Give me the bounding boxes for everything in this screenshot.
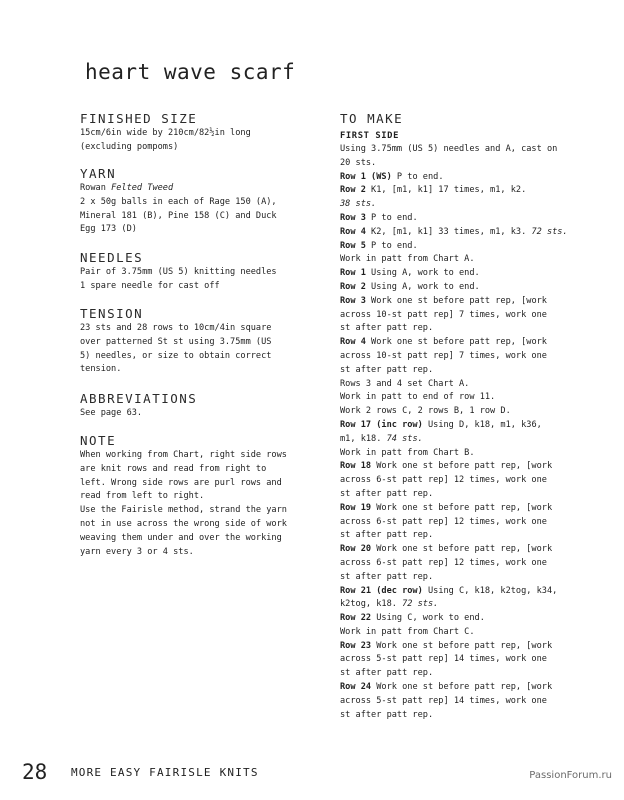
row-text: Using C, k18, k2tog, k34, — [422, 585, 558, 596]
note-line: read from left to right. — [80, 491, 205, 502]
page-footer — [22, 760, 259, 784]
row-label: Row 1 (WS) — [340, 171, 392, 182]
instruction-line — [340, 543, 568, 557]
row-text: across 5-st patt rep] 14 times, work one — [340, 695, 547, 706]
instruction-line — [340, 253, 568, 267]
instruction-line — [340, 653, 568, 667]
instruction-line — [340, 557, 568, 571]
instruction-line — [340, 378, 568, 392]
instruction-line — [340, 240, 568, 254]
instruction-line — [340, 295, 568, 309]
instruction-line — [340, 681, 568, 695]
row-label: Row 3 — [340, 295, 366, 306]
to-make-section — [340, 111, 568, 722]
instruction-line — [340, 529, 568, 543]
instruction-line — [340, 309, 568, 323]
page-title: heart wave scarf — [85, 60, 296, 84]
instruction-line — [340, 336, 568, 350]
row-label: Row 5 — [340, 240, 366, 251]
yarn-heading: YARN — [80, 166, 117, 181]
note-line: weaving them under and over the working — [80, 532, 282, 543]
yarn-line: 2 x 50g balls in each of Rage 150 (A), — [80, 196, 277, 207]
instruction-line — [340, 626, 568, 640]
row-text: P to end. — [365, 240, 418, 251]
row-text: st after patt rep. — [340, 364, 434, 375]
instruction-line — [340, 460, 568, 474]
row-text: across 5-st patt rep] 14 times, work one — [340, 654, 547, 665]
tension-line: 5) needles, or size to obtain correct — [80, 350, 272, 361]
abbreviations-line: See page 63. — [80, 408, 143, 418]
row-text: Work 2 rows C, 2 rows B, 1 row D. — [340, 406, 511, 417]
row-text: K2, [m1, k1] 33 times, m1, k3. — [365, 226, 527, 237]
instruction-line — [340, 157, 568, 171]
stitch-count: 72 sts. — [526, 226, 568, 237]
row-label: Row 2 — [340, 281, 366, 292]
finished-size-section — [80, 111, 251, 155]
instruction-line — [340, 322, 568, 336]
needles-line: Pair of 3.75mm (US 5) knitting needles — [80, 267, 277, 277]
needles-heading: NEEDLES — [80, 250, 144, 265]
tension-line: 23 sts and 28 rows to 10cm/4in square — [80, 323, 272, 333]
stitch-count: 74 sts. — [381, 433, 423, 444]
row-text: Work in patt to end of row 11. — [340, 392, 496, 403]
row-text: 38 sts. — [340, 199, 377, 210]
note-line: Use the Fairisle method, strand the yarn — [80, 505, 287, 516]
row-label: Row 21 (dec row) — [340, 585, 423, 596]
row-label: Row 19 — [340, 502, 372, 513]
yarn-section — [80, 166, 277, 237]
note-section — [80, 433, 287, 559]
instruction-line — [340, 571, 568, 585]
row-label: Row 23 — [340, 640, 372, 651]
row-text: st after patt rep. — [340, 323, 434, 334]
row-text: Using A, work to end. — [365, 268, 480, 279]
row-text: across 6-st patt rep] 12 times, work one — [340, 516, 547, 527]
instruction-line — [340, 391, 568, 405]
instruction-line — [340, 488, 568, 502]
note-line: yarn every 3 or 4 sts. — [80, 546, 194, 557]
instruction-line — [340, 226, 568, 240]
row-label: Row 22 — [340, 613, 372, 624]
row-text: Using C, work to end. — [371, 613, 485, 624]
note-line: left. Wrong side rows are purl rows and — [80, 477, 282, 488]
yarn-type: Felted Tweed — [111, 183, 174, 193]
instruction-line — [340, 502, 568, 516]
row-text: st after patt rep. — [340, 488, 434, 499]
tension-line: over patterned St st using 3.75mm (US — [80, 336, 272, 347]
row-label: Row 24 — [340, 682, 372, 693]
instruction-line — [340, 267, 568, 281]
instruction-line — [340, 447, 568, 461]
row-label: Row 18 — [340, 461, 372, 472]
row-text: across 6-st patt rep] 12 times, work one — [340, 475, 547, 486]
row-label: Row 2 — [340, 185, 366, 196]
row-text: Work one st before patt rep, [work — [371, 682, 553, 693]
first-side-subheading: FIRST SIDE — [340, 131, 399, 141]
instructions-list — [340, 143, 568, 722]
row-text: st after patt rep. — [340, 709, 434, 720]
row-label: Row 20 — [340, 544, 372, 555]
row-label: Row 4 — [340, 226, 366, 237]
row-text: 20 sts. — [340, 157, 377, 168]
yarn-brand-line — [80, 182, 277, 196]
row-text: P to end. — [365, 212, 418, 223]
instruction-line — [340, 667, 568, 681]
instruction-line — [340, 585, 568, 599]
instruction-line — [340, 709, 568, 723]
row-label: Row 4 — [340, 337, 366, 348]
instruction-line — [340, 350, 568, 364]
watermark: PassionForum.ru — [529, 770, 612, 781]
note-heading: NOTE — [80, 433, 117, 448]
instruction-line — [340, 433, 568, 447]
finished-size-line: (excluding pompoms) — [80, 141, 179, 152]
row-text: Rows 3 and 4 set Chart A. — [340, 378, 470, 389]
instruction-line — [340, 695, 568, 709]
row-text: Work one st before patt rep, [work — [371, 502, 553, 513]
row-text: K1, [m1, k1] 17 times, m1, k2. — [365, 185, 527, 196]
instruction-line — [340, 281, 568, 295]
instruction-line — [340, 598, 568, 612]
row-text: Work one st before patt rep, [work — [371, 544, 553, 555]
row-text: across 6-st patt rep] 12 times, work one — [340, 557, 547, 568]
note-line: When working from Chart, right side rows — [80, 450, 287, 460]
row-text: Work one st before patt rep, [work — [371, 461, 553, 472]
row-text: st after patt rep. — [340, 668, 434, 679]
yarn-line: Egg 173 (D) — [80, 224, 137, 235]
row-text: Work one st before patt rep, [work — [365, 295, 547, 306]
book-title: MORE EASY FAIRISLE KNITS — [70, 765, 259, 779]
row-text: Using 3.75mm (US 5) needles and A, cast on — [340, 144, 558, 154]
needles-line: 1 spare needle for cast off — [80, 280, 220, 291]
row-text: Work in patt from Chart A. — [340, 254, 475, 265]
instruction-line — [340, 612, 568, 626]
row-label: Row 3 — [340, 212, 366, 223]
row-label: Row 17 (inc row) — [340, 419, 423, 430]
tension-heading: TENSION — [80, 306, 144, 321]
instruction-line — [340, 516, 568, 530]
note-line: are knit rows and read from right to — [80, 463, 267, 474]
instruction-line — [340, 198, 568, 212]
row-text: Using D, k18, m1, k36, — [422, 419, 542, 430]
instruction-line — [340, 143, 568, 157]
needles-section — [80, 250, 277, 294]
page-number: 28 — [22, 760, 48, 784]
finished-size-line: 15cm/6in wide by 210cm/82½in long — [80, 128, 251, 138]
tension-line: tension. — [80, 364, 122, 375]
row-text: Work one st before patt rep, [work — [365, 337, 547, 348]
instruction-line — [340, 640, 568, 654]
row-text: Work one st before patt rep, [work — [371, 640, 553, 651]
instruction-line — [340, 364, 568, 378]
note-line: not in use across the wrong side of work — [80, 518, 287, 529]
row-text: st after patt rep. — [340, 571, 434, 582]
instruction-line — [340, 419, 568, 433]
instruction-line — [340, 171, 568, 185]
instruction-line — [340, 212, 568, 226]
row-text: k2tog, k18. — [340, 599, 397, 610]
row-text: across 10-st patt rep] 7 times, work one — [340, 309, 547, 320]
row-text: st after patt rep. — [340, 530, 434, 541]
finished-size-heading: FINISHED SIZE — [80, 111, 198, 126]
abbreviations-heading: ABBREVIATIONS — [80, 391, 198, 406]
row-label: Row 1 — [340, 268, 366, 279]
abbreviations-section — [80, 391, 197, 421]
row-text: m1, k18. — [340, 433, 382, 444]
stitch-count: 72 sts. — [396, 599, 439, 610]
row-text: Using A, work to end. — [365, 281, 480, 292]
yarn-brand: Rowan — [80, 183, 106, 193]
row-text: across 10-st patt rep] 7 times, work one — [340, 350, 547, 361]
row-text: Work in patt from Chart B. — [340, 447, 475, 458]
instruction-line — [340, 474, 568, 488]
instruction-line — [340, 405, 568, 419]
instruction-line — [340, 184, 568, 198]
row-text: Work in patt from Chart C. — [340, 626, 475, 637]
to-make-heading: TO MAKE — [340, 111, 404, 126]
yarn-line: Mineral 181 (B), Pine 158 (C) and Duck — [80, 210, 277, 221]
row-text: P to end. — [391, 171, 444, 182]
tension-section — [80, 306, 271, 377]
